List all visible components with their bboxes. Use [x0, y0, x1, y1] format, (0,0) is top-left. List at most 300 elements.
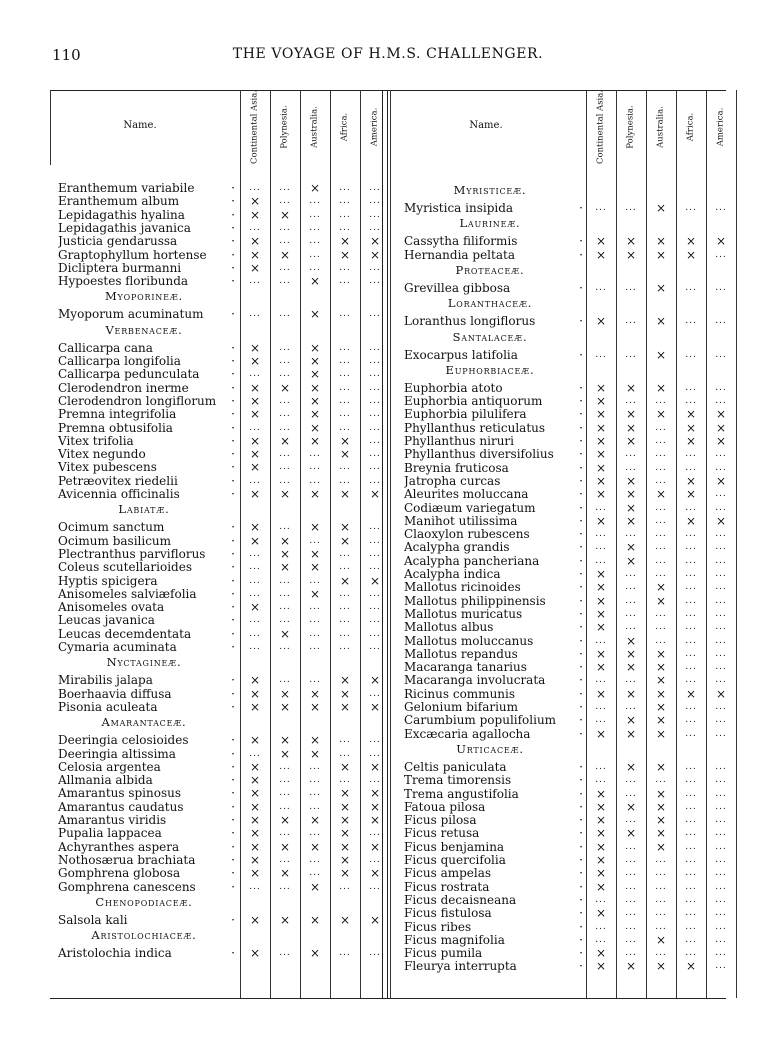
present-mark: ×: [339, 520, 351, 535]
column-header-region: [270, 96, 300, 158]
present-mark: ×: [249, 852, 261, 867]
absent-mark: ...: [595, 529, 607, 540]
leader-dot: ·: [579, 826, 583, 841]
species-row: [404, 701, 736, 714]
present-mark: ×: [339, 786, 351, 801]
absent-mark: ...: [339, 356, 351, 366]
present-mark: ×: [369, 487, 381, 501]
species-name: Graptophyllum hortense: [58, 248, 207, 262]
absent-mark: ...: [339, 628, 351, 639]
leader-dot: ·: [579, 420, 583, 435]
absent-mark: ...: [715, 316, 727, 327]
species-name: Aristolochia indica: [58, 947, 172, 961]
species-name: Vitex trifolia: [58, 434, 134, 448]
leader-dot: ·: [579, 673, 583, 688]
absent-mark: ...: [339, 748, 351, 759]
present-mark: ×: [625, 633, 637, 648]
absent-mark: ...: [625, 948, 637, 959]
present-mark: ×: [249, 447, 261, 462]
species-name: Deeringia altissima: [58, 747, 176, 761]
absent-mark: ...: [655, 515, 667, 526]
species-row: [58, 801, 390, 814]
present-mark: ×: [625, 713, 637, 728]
absent-mark: ...: [279, 881, 291, 892]
species-name: Ficus pumila: [404, 947, 483, 961]
present-mark: ×: [249, 234, 261, 249]
species-row: [404, 528, 736, 541]
absent-mark: ...: [249, 422, 261, 433]
absent-mark: ...: [279, 422, 291, 433]
absent-mark: ...: [249, 628, 261, 639]
present-mark: ×: [595, 593, 607, 608]
leader-dot: ·: [231, 533, 235, 548]
leader-dot: ·: [231, 220, 235, 235]
column-header-label: Continental Asia.: [249, 89, 260, 165]
absent-mark: ...: [685, 948, 697, 959]
absent-mark: ...: [655, 569, 667, 579]
present-mark: ×: [595, 234, 607, 249]
species-name: Euphorbia pilulifera: [404, 408, 527, 422]
present-mark: ×: [249, 759, 261, 774]
absent-mark: ...: [655, 436, 667, 446]
species-row: [404, 555, 736, 568]
species-row: [404, 408, 736, 421]
absent-mark: ...: [369, 262, 381, 273]
present-mark: ×: [625, 759, 637, 774]
leader-dot: ·: [579, 786, 583, 801]
species-name: Gelonium bifarium: [404, 701, 519, 714]
species-row: [404, 814, 736, 827]
absent-mark: ...: [655, 908, 667, 919]
absent-mark: ...: [309, 222, 321, 233]
present-mark: ×: [249, 393, 261, 408]
leader-dot: ·: [231, 613, 235, 628]
leader-dot: ·: [579, 946, 583, 961]
absent-mark: ...: [595, 761, 607, 772]
species-row: [58, 488, 390, 501]
present-mark: ×: [595, 826, 607, 841]
absent-mark: ...: [685, 761, 697, 772]
species-row: [58, 814, 390, 827]
present-mark: ×: [595, 434, 607, 448]
absent-mark: ...: [625, 934, 637, 945]
present-mark: ×: [685, 487, 697, 502]
absent-mark: ...: [249, 615, 261, 626]
leader-dot: ·: [231, 626, 235, 641]
absent-mark: ...: [279, 369, 291, 380]
absent-mark: ...: [249, 309, 261, 320]
absent-mark: ...: [369, 449, 381, 460]
species-name: Claoxylon rubescens: [404, 528, 530, 542]
table-top-rule: [50, 90, 726, 91]
species-name: Amarantus caudatus: [58, 800, 184, 814]
species-name: Aleurites moluccana: [404, 488, 529, 502]
absent-mark: ...: [595, 921, 607, 932]
present-mark: ×: [279, 626, 291, 641]
absent-mark: ...: [249, 748, 261, 759]
leader-dot: ·: [231, 380, 235, 395]
present-mark: ×: [655, 646, 667, 661]
absent-mark: ...: [339, 276, 351, 287]
leader-dot: ·: [579, 314, 583, 329]
leader-dot: ·: [579, 633, 583, 648]
present-mark: ×: [625, 959, 637, 974]
absent-mark: ...: [339, 409, 351, 420]
present-mark: ×: [279, 813, 291, 827]
species-name: Ficus ribes: [404, 920, 472, 934]
species-name: Celtis paniculata: [404, 760, 507, 774]
species-name: Ficus rostrata: [404, 880, 490, 894]
absent-mark: ...: [715, 702, 727, 712]
absent-mark: ...: [625, 582, 637, 593]
leader-dot: ·: [231, 433, 235, 448]
leader-dot: ·: [231, 181, 235, 195]
species-name: Petræovitex riedelii: [58, 474, 178, 488]
absent-mark: ...: [625, 529, 637, 540]
absent-mark: ...: [625, 788, 637, 799]
species-name: Manihot utilissima: [404, 514, 518, 528]
species-name: Leucas decemdentata: [58, 627, 192, 641]
species-row: [404, 475, 736, 488]
species-name: Gomphrena canescens: [58, 880, 196, 894]
absent-mark: ...: [715, 396, 727, 407]
column-header-region: [586, 89, 616, 165]
leader-dot: ·: [579, 513, 583, 528]
absent-mark: ...: [339, 222, 351, 233]
species-row: [58, 475, 390, 488]
species-name: Ficus decaisneana: [404, 893, 517, 907]
species-row: [58, 787, 390, 800]
present-mark: ×: [595, 646, 607, 661]
species-row: [58, 222, 390, 235]
leader-dot: ·: [579, 919, 583, 934]
present-mark: ×: [595, 839, 607, 854]
present-mark: ×: [685, 434, 697, 448]
species-row: [58, 422, 390, 435]
absent-mark: ...: [685, 662, 697, 673]
species-name: Excæcaria agallocha: [404, 727, 531, 741]
column-header-label: Australia.: [655, 106, 666, 148]
table-bottom-rule: [50, 998, 726, 999]
species-row: [404, 568, 736, 581]
present-mark: ×: [339, 866, 351, 881]
species-row: [404, 714, 736, 727]
present-mark: ×: [339, 912, 351, 927]
absent-mark: ...: [309, 196, 321, 207]
species-row: [58, 881, 390, 894]
species-name: Callicarpa pedunculata: [58, 368, 200, 382]
absent-mark: ...: [685, 595, 697, 606]
present-mark: ×: [249, 207, 261, 222]
absent-mark: ...: [369, 209, 381, 220]
present-mark: ×: [249, 799, 261, 814]
present-mark: ×: [715, 513, 727, 528]
absent-mark: ...: [279, 222, 291, 233]
species-name: Phyllanthus niruri: [404, 435, 514, 448]
present-mark: ×: [595, 567, 607, 581]
present-mark: ×: [655, 786, 667, 801]
absent-mark: ...: [595, 702, 607, 712]
species-name: Premna obtusifolia: [58, 421, 173, 435]
leader-dot: ·: [579, 434, 583, 448]
present-mark: ×: [595, 447, 607, 462]
family-heading: Loranthaceæ.: [447, 296, 533, 311]
species-name: Eranthemum album: [58, 195, 180, 209]
absent-mark: ...: [685, 282, 697, 293]
leader-dot: ·: [231, 234, 235, 249]
leader-dot: ·: [231, 274, 235, 289]
present-mark: ×: [655, 826, 667, 841]
absent-mark: ...: [595, 542, 607, 553]
present-mark: ×: [339, 826, 351, 841]
absent-mark: ...: [369, 183, 381, 193]
absent-mark: ...: [715, 622, 727, 633]
absent-mark: ...: [309, 854, 321, 865]
present-mark: ×: [249, 912, 261, 927]
species-row: [404, 249, 736, 262]
absent-mark: ...: [369, 409, 381, 420]
present-mark: ×: [309, 686, 321, 701]
leader-dot: ·: [579, 892, 583, 907]
absent-mark: ...: [369, 642, 381, 652]
column-header-label: Africa.: [339, 112, 350, 142]
absent-mark: ...: [625, 921, 637, 932]
leader-dot: ·: [579, 487, 583, 502]
absent-mark: ...: [309, 675, 321, 686]
present-mark: ×: [369, 234, 381, 249]
absent-mark: ...: [715, 801, 727, 812]
present-mark: ×: [595, 853, 607, 867]
species-row: [404, 502, 736, 515]
leader-dot: ·: [231, 852, 235, 867]
absent-mark: ...: [715, 815, 727, 826]
present-mark: ×: [339, 799, 351, 814]
leader-dot: ·: [579, 759, 583, 774]
absent-mark: ...: [339, 369, 351, 380]
present-mark: ×: [655, 487, 667, 502]
family-heading: Verbenaceæ.: [105, 322, 183, 337]
species-row: [58, 734, 390, 747]
absent-mark: ...: [309, 249, 321, 260]
present-mark: ×: [249, 733, 261, 748]
species-name: Mallotus ricinoides: [404, 581, 521, 595]
species-row: [404, 801, 736, 814]
leader-dot: ·: [579, 473, 583, 488]
absent-mark: ...: [279, 854, 291, 865]
absent-mark: ...: [685, 715, 697, 726]
absent-mark: ...: [685, 788, 697, 799]
species-row: [404, 761, 736, 774]
present-mark: ×: [595, 620, 607, 635]
species-row: [404, 894, 736, 907]
species-name: Lepidagathis javanica: [58, 221, 191, 235]
family-heading: Urticaceæ.: [456, 741, 524, 756]
present-mark: ×: [279, 733, 291, 748]
species-row: [58, 701, 390, 714]
present-mark: ×: [309, 367, 321, 382]
absent-mark: ...: [625, 608, 637, 619]
absent-mark: ...: [279, 828, 291, 839]
absent-mark: ...: [715, 449, 727, 460]
species-name: Lepidagathis hyalina: [58, 208, 185, 222]
absent-mark: ...: [339, 735, 351, 746]
leader-dot: ·: [231, 340, 235, 355]
present-mark: ×: [249, 487, 261, 501]
present-mark: ×: [309, 181, 321, 195]
species-row: [58, 535, 390, 548]
present-mark: ×: [249, 433, 261, 448]
present-mark: ×: [715, 407, 727, 422]
absent-mark: ...: [279, 675, 291, 686]
present-mark: ×: [715, 234, 727, 249]
leader-dot: ·: [579, 540, 583, 555]
present-mark: ×: [309, 699, 321, 714]
species-name: Deeringia celosioides: [58, 734, 189, 748]
leader-dot: ·: [579, 713, 583, 728]
absent-mark: ...: [715, 203, 727, 213]
leader-dot: ·: [579, 567, 583, 581]
absent-mark: ...: [595, 675, 607, 686]
species-row: [404, 581, 736, 594]
present-mark: ×: [339, 852, 351, 867]
present-mark: ×: [655, 726, 667, 741]
present-mark: ×: [279, 487, 291, 501]
absent-mark: ...: [685, 396, 697, 407]
present-mark: ×: [279, 380, 291, 395]
column-header-region: [706, 96, 736, 158]
absent-mark: ...: [655, 502, 667, 513]
absent-mark: ...: [249, 183, 261, 193]
present-mark: ×: [655, 660, 667, 675]
present-mark: ×: [655, 580, 667, 595]
absent-mark: ...: [249, 642, 261, 652]
present-mark: ×: [595, 380, 607, 395]
absent-mark: ...: [625, 675, 637, 686]
present-mark: ×: [279, 560, 291, 575]
absent-mark: ...: [279, 522, 291, 533]
absent-mark: ...: [625, 702, 637, 712]
species-row: [58, 435, 390, 448]
species-row: [404, 541, 736, 554]
present-mark: ×: [309, 354, 321, 368]
family-heading: Labiatæ.: [118, 502, 170, 517]
absent-mark: ...: [279, 642, 291, 652]
leader-dot: ·: [231, 640, 235, 654]
species-name: Ficus pilosa: [404, 814, 477, 828]
absent-mark: ...: [369, 562, 381, 573]
species-row: [58, 382, 390, 395]
absent-mark: ...: [715, 728, 727, 739]
species-name: Salsola kali: [58, 913, 128, 927]
present-mark: ×: [249, 247, 261, 262]
leader-dot: ·: [579, 593, 583, 608]
present-mark: ×: [339, 813, 351, 827]
present-mark: ×: [595, 420, 607, 435]
absent-mark: ...: [685, 462, 697, 473]
present-mark: ×: [655, 673, 667, 688]
present-mark: ×: [595, 580, 607, 595]
leader-dot: ·: [231, 407, 235, 422]
present-mark: ×: [625, 420, 637, 435]
absent-mark: ...: [279, 475, 291, 486]
species-row: [58, 262, 390, 275]
absent-mark: ...: [655, 948, 667, 959]
species-name: Phyllanthus diversifolius: [404, 448, 554, 462]
absent-mark: ...: [339, 395, 351, 406]
leader-dot: ·: [579, 347, 583, 362]
species-row: [404, 867, 736, 880]
leader-dot: ·: [579, 407, 583, 422]
present-mark: ×: [309, 813, 321, 827]
absent-mark: ...: [339, 775, 351, 786]
species-name: Loranthus longiflorus: [404, 315, 536, 329]
present-mark: ×: [249, 773, 261, 788]
species-name: Breynia fruticosa: [404, 461, 509, 475]
family-heading: Nyctagineæ.: [106, 655, 182, 670]
absent-mark: ...: [685, 582, 697, 593]
species-name: Allmania albida: [58, 774, 153, 788]
species-name: Acalypha grandis: [404, 541, 510, 555]
absent-mark: ...: [339, 209, 351, 220]
leader-dot: ·: [579, 799, 583, 814]
leader-dot: ·: [231, 447, 235, 462]
family-heading: Proteaceæ.: [455, 262, 525, 277]
species-name: Achyranthes aspera: [58, 840, 180, 854]
absent-mark: ...: [655, 422, 667, 433]
absent-mark: ...: [309, 475, 321, 486]
species-row: [404, 827, 736, 840]
species-name: Vitex negundo: [58, 448, 146, 462]
column-header-label: Polynesia.: [625, 105, 636, 149]
present-mark: ×: [249, 866, 261, 881]
species-row: [404, 854, 736, 867]
absent-mark: ...: [595, 635, 607, 646]
column-header-label: America.: [715, 107, 726, 147]
leader-dot: ·: [579, 906, 583, 921]
present-mark: ×: [655, 932, 667, 947]
absent-mark: ...: [279, 602, 291, 613]
column-header-region: [676, 96, 706, 158]
species-name: Exocarpus latifolia: [404, 348, 518, 362]
present-mark: ×: [595, 959, 607, 974]
absent-mark: ...: [715, 502, 727, 513]
absent-mark: ...: [369, 548, 381, 559]
present-mark: ×: [369, 799, 381, 814]
present-mark: ×: [249, 340, 261, 355]
present-mark: ×: [625, 646, 637, 661]
species-name: Coleus scutellarioides: [58, 561, 192, 575]
absent-mark: ...: [655, 462, 667, 473]
present-mark: ×: [595, 407, 607, 422]
family-heading: Myristiceæ.: [453, 183, 527, 197]
absent-mark: ...: [369, 222, 381, 233]
species-name: Trema angustifolia: [404, 787, 519, 801]
absent-mark: ...: [655, 396, 667, 407]
absent-mark: ...: [279, 356, 291, 366]
species-row: [58, 448, 390, 461]
present-mark: ×: [249, 194, 261, 209]
present-mark: ×: [715, 473, 727, 488]
absent-mark: ...: [249, 575, 261, 586]
absent-mark: ...: [339, 183, 351, 193]
species-row: [58, 408, 390, 421]
species-row: [404, 661, 736, 674]
leader-dot: ·: [579, 853, 583, 867]
family-heading: Euphorbiaceæ.: [445, 362, 535, 377]
absent-mark: ...: [625, 462, 637, 473]
species-name: Plectranthus parviflorus: [58, 547, 206, 561]
absent-mark: ...: [715, 868, 727, 879]
